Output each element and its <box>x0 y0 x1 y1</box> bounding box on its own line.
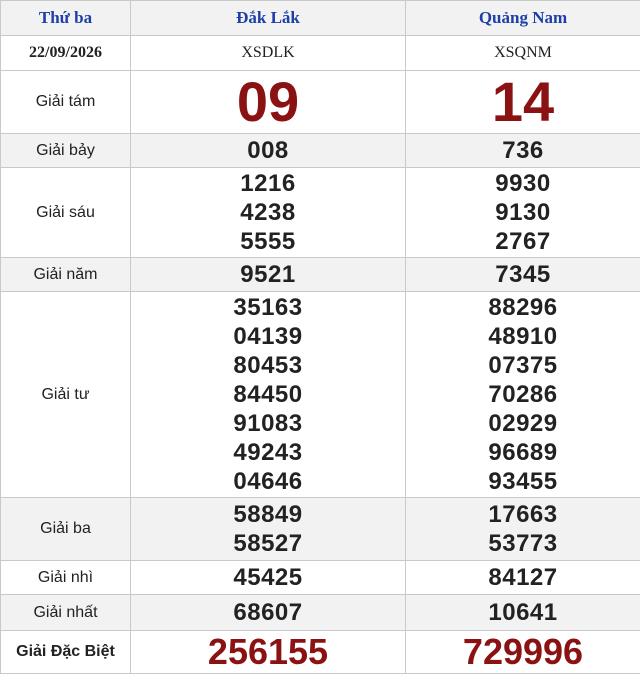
prize-number: 9521 <box>131 260 405 289</box>
province-2-cell <box>406 1 640 36</box>
province-2-code: XSQNM <box>494 44 552 61</box>
prize-number: 45425 <box>131 563 405 592</box>
prize-number: 008 <box>131 136 405 165</box>
day-label: Thứ ba <box>39 8 92 27</box>
prize-values-2 <box>406 631 640 674</box>
special-prize-number: 729996 <box>406 632 640 672</box>
special-prize-number: 256155 <box>131 632 405 672</box>
prize-values-1 <box>131 498 406 561</box>
prize-number: 88296 <box>406 293 640 322</box>
prize-number: 02929 <box>406 409 640 438</box>
prize-number: 04646 <box>131 467 405 496</box>
date-cell <box>1 36 131 71</box>
prize-number: 49243 <box>131 438 405 467</box>
prize-row-g4 <box>1 292 640 498</box>
prize-number: 07375 <box>406 351 640 380</box>
prize-label: Giải tư <box>41 386 89 403</box>
prize-values-2 <box>406 561 640 595</box>
prize-number: 5555 <box>131 227 405 256</box>
prize-label: Giải năm <box>33 266 97 283</box>
prize-label-cell <box>1 631 131 674</box>
prize-values-2 <box>406 595 640 631</box>
special-prize-label: Giải Đặc Biệt <box>16 643 115 660</box>
prize-row-special <box>1 631 640 674</box>
prize-number: 4238 <box>131 198 405 227</box>
prize-values-1 <box>131 561 406 595</box>
prize-label: Giải sáu <box>36 204 95 221</box>
prize-values-1 <box>131 168 406 258</box>
meta-row <box>1 36 640 71</box>
prize-values-2 <box>406 498 640 561</box>
code-1-cell <box>131 36 406 71</box>
prize-row-g7 <box>1 134 640 168</box>
prize-values-2 <box>406 71 640 134</box>
prize-values-2 <box>406 168 640 258</box>
prize-values-1 <box>131 71 406 134</box>
prize-row-g2 <box>1 561 640 595</box>
prize-values-2 <box>406 292 640 498</box>
prize-values-1 <box>131 292 406 498</box>
prize-number: 35163 <box>131 293 405 322</box>
prize-number: 84450 <box>131 380 405 409</box>
prize-label-cell <box>1 292 131 498</box>
prize-label: Giải nhất <box>33 604 97 621</box>
prize-number: 93455 <box>406 467 640 496</box>
prize-number: 736 <box>406 136 640 165</box>
prize-values-1 <box>131 631 406 674</box>
prize-number: 53773 <box>406 529 640 558</box>
prize-number: 58527 <box>131 529 405 558</box>
prize-label-cell <box>1 498 131 561</box>
prize-label: Giải ba <box>40 520 91 537</box>
prize-row-g8 <box>1 71 640 134</box>
prize-number: 14 <box>406 72 640 132</box>
prize-number: 7345 <box>406 260 640 289</box>
prize-row-g5 <box>1 258 640 292</box>
draw-date: 22/09/2026 <box>29 44 102 61</box>
prize-values-1 <box>131 595 406 631</box>
prize-values-2 <box>406 134 640 168</box>
prize-number: 68607 <box>131 598 405 627</box>
prize-number: 09 <box>131 72 405 132</box>
prize-label-cell <box>1 561 131 595</box>
prize-number: 10641 <box>406 598 640 627</box>
prize-values-1 <box>131 134 406 168</box>
prize-row-g1 <box>1 595 640 631</box>
prize-number: 2767 <box>406 227 640 256</box>
prize-number: 96689 <box>406 438 640 467</box>
prize-label: Giải tám <box>36 93 96 110</box>
prize-row-g6 <box>1 168 640 258</box>
header-row <box>1 1 640 36</box>
prize-number: 04139 <box>131 322 405 351</box>
prize-values-2 <box>406 258 640 292</box>
prize-number: 80453 <box>131 351 405 380</box>
code-2-cell <box>406 36 640 71</box>
prize-label-cell <box>1 258 131 292</box>
prize-label: Giải bảy <box>36 142 95 159</box>
prize-number: 58849 <box>131 500 405 529</box>
prize-number: 48910 <box>406 322 640 351</box>
prize-number: 1216 <box>131 169 405 198</box>
prize-number: 91083 <box>131 409 405 438</box>
prize-label-cell <box>1 71 131 134</box>
prize-label-cell <box>1 168 131 258</box>
province-2-link[interactable]: Quảng Nam <box>479 8 567 27</box>
prize-number: 17663 <box>406 500 640 529</box>
province-1-code: XSDLK <box>241 44 294 61</box>
prize-number: 84127 <box>406 563 640 592</box>
province-1-cell <box>131 1 406 36</box>
day-cell <box>1 1 131 36</box>
prize-label: Giải nhì <box>38 569 93 586</box>
prize-number: 9130 <box>406 198 640 227</box>
province-1-link[interactable]: Đắk Lắk <box>236 8 300 27</box>
prize-label-cell <box>1 595 131 631</box>
prize-number: 9930 <box>406 169 640 198</box>
prize-values-1 <box>131 258 406 292</box>
prize-number: 70286 <box>406 380 640 409</box>
prize-label-cell <box>1 134 131 168</box>
prize-row-g3 <box>1 498 640 561</box>
